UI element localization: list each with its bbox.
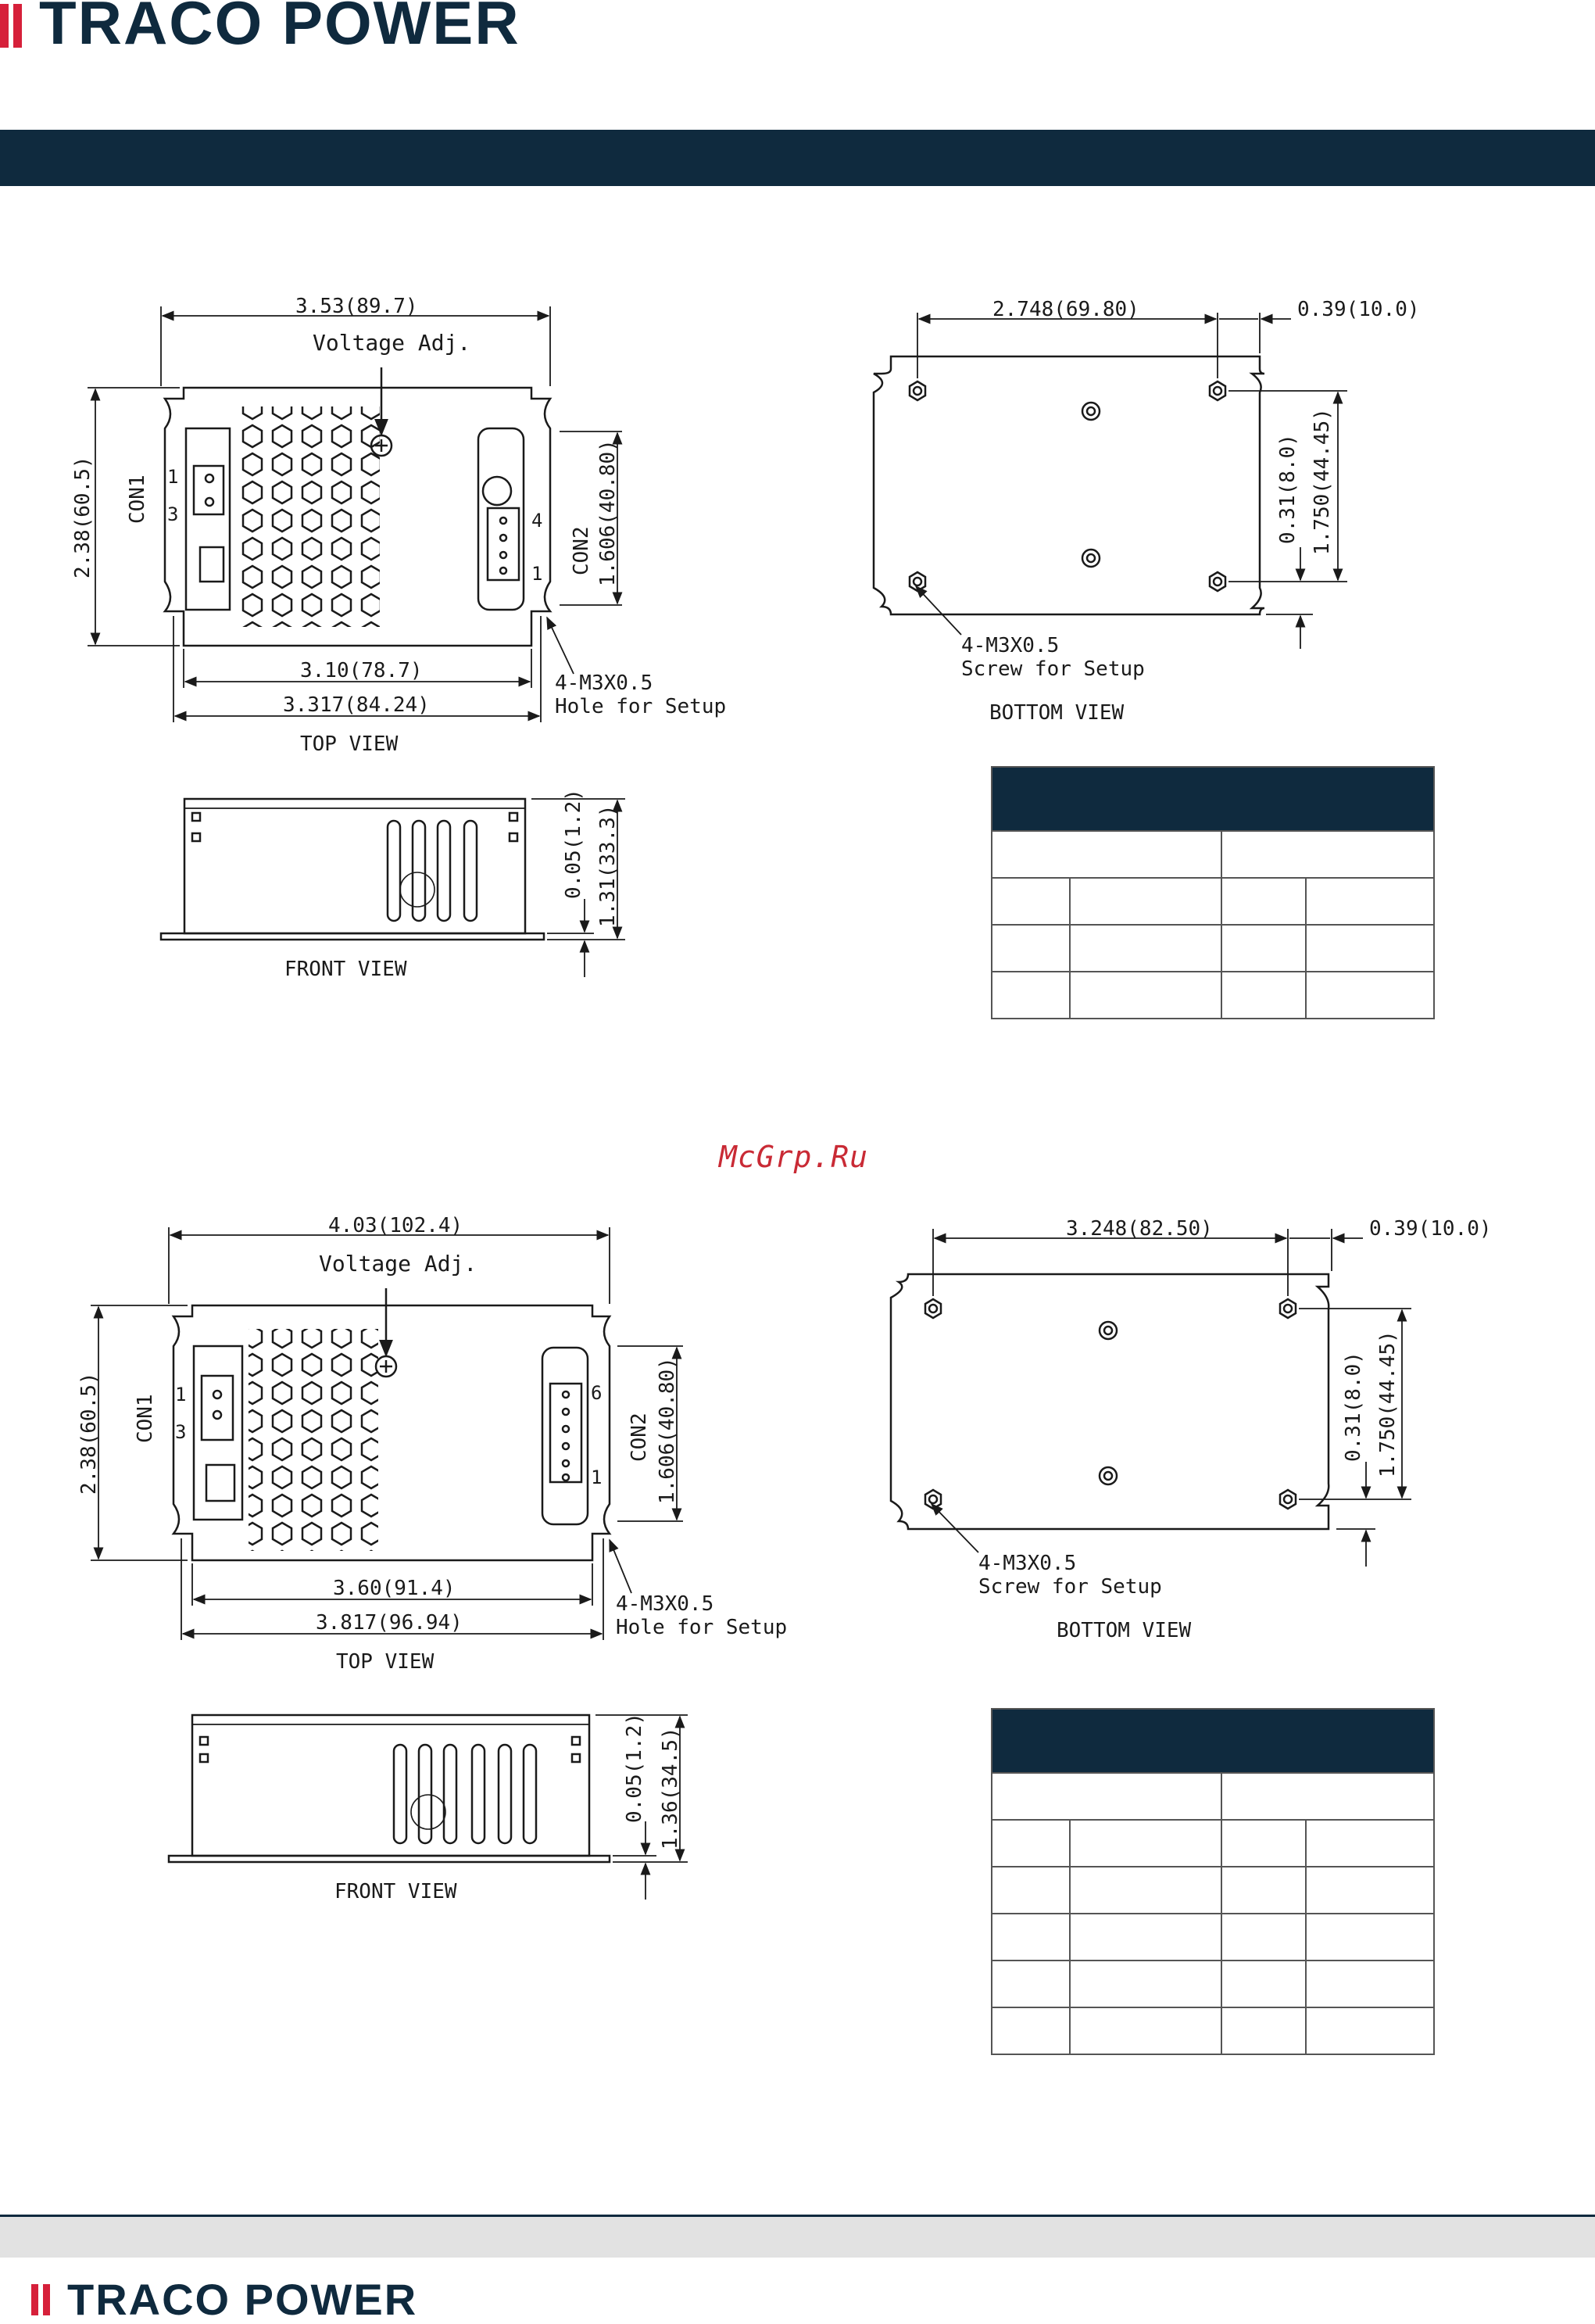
con2-label: CON2 — [628, 1413, 651, 1462]
dim-width-label: 3.53(89.7) — [295, 295, 418, 318]
hole-label: Hole for Setup — [555, 695, 727, 718]
con2-pin-label: 1 — [531, 563, 543, 585]
model-b-bottom-view — [891, 1217, 1492, 1642]
screw-label: Screw for Setup — [961, 657, 1145, 681]
con1-terminal-icon — [202, 1376, 233, 1440]
con1-label: CON1 — [126, 474, 149, 524]
dim-width-label: 4.03(102.4) — [328, 1214, 463, 1237]
hole-width-label: 3.317(84.24) — [283, 693, 430, 717]
con1-pin-label: 3 — [175, 1421, 187, 1443]
mount-hole-icon — [910, 381, 925, 400]
con1-label: CON1 — [134, 1394, 157, 1443]
hole-width-label: 3.817(96.94) — [316, 1611, 463, 1635]
model-b-top-view — [77, 1214, 787, 1674]
dim-width-label: 3.248(82.50) — [1066, 1217, 1213, 1241]
mount-hole-icon — [1280, 1490, 1296, 1509]
model-b-front-view — [169, 1713, 688, 1903]
inner-width-label: 3.10(78.7) — [300, 659, 423, 682]
mount-hole-icon — [1210, 381, 1225, 400]
con2-pin-label: 1 — [591, 1466, 603, 1488]
dim-height-label: 1.750(44.45) — [1311, 408, 1334, 555]
hole-label: Hole for Setup — [616, 1616, 788, 1639]
con2-pin-label: 6 — [591, 1382, 603, 1404]
con2-dim-label: 1.606(40.80) — [596, 439, 620, 586]
dim-height-label: 2.38(60.5) — [77, 1372, 101, 1495]
screw-label: 4-M3X0.5 — [978, 1552, 1077, 1575]
view-caption: BOTTOM VIEW — [1057, 1619, 1192, 1642]
view-caption: FRONT VIEW — [334, 1880, 457, 1903]
hole-label: 4-M3X0.5 — [616, 1592, 714, 1616]
con2-terminal-icon — [488, 508, 519, 580]
dim-offset-label: 0.39(10.0) — [1297, 298, 1420, 321]
mount-hole-icon — [1280, 1299, 1296, 1318]
inner-width-label: 3.60(91.4) — [333, 1577, 456, 1600]
model-a-bottom-view — [874, 298, 1420, 725]
view-caption: TOP VIEW — [300, 732, 399, 756]
view-caption: BOTTOM VIEW — [989, 701, 1125, 725]
hole-label: 4-M3X0.5 — [555, 671, 653, 695]
con1-pin-label: 3 — [167, 503, 179, 525]
screw-label: 4-M3X0.5 — [961, 634, 1060, 657]
ventilation-holes — [249, 1329, 378, 1551]
con2-pin-label: 4 — [531, 510, 543, 532]
dim-height-label: 1.36(34.5) — [659, 1727, 682, 1850]
view-caption: FRONT VIEW — [284, 958, 407, 981]
screw-label: Screw for Setup — [978, 1575, 1162, 1599]
logo-wordmark: TRACO POWER — [39, 0, 520, 57]
con2-dim-label: 1.606(40.80) — [656, 1357, 679, 1504]
model-a-front-view — [161, 789, 625, 981]
view-caption: TOP VIEW — [336, 1650, 435, 1674]
con2-label: CON2 — [570, 526, 593, 575]
voltage-pot-icon — [483, 477, 511, 505]
model-a-top-view — [71, 295, 726, 756]
ventilation-holes — [239, 406, 380, 627]
dim-height-label: 2.38(60.5) — [71, 456, 95, 578]
voltage-adj-label: Voltage Adj. — [313, 330, 471, 356]
mount-hole-icon — [925, 1299, 941, 1318]
dim-width-label: 2.748(69.80) — [992, 298, 1139, 321]
con1-pin-label: 1 — [167, 466, 179, 488]
con1-pin-label: 1 — [175, 1384, 187, 1406]
watermark-text: McGrp.Ru — [719, 1140, 869, 1174]
dim-height-label: 1.31(33.3) — [596, 804, 620, 927]
logo-wordmark: TRACO POWER — [67, 2275, 418, 2324]
dim-offset-label: 0.39(10.0) — [1369, 1217, 1492, 1241]
con1-terminal-icon — [194, 466, 224, 514]
mount-hole-icon — [1210, 572, 1225, 591]
dim-height-label: 1.750(44.45) — [1376, 1330, 1400, 1477]
dim-small-label: 0.31(8.0) — [1276, 434, 1300, 544]
dim-small-label: 0.31(8.0) — [1342, 1352, 1365, 1462]
dim-flange-label: 0.05(1.2) — [623, 1713, 646, 1823]
dim-flange-label: 0.05(1.2) — [562, 789, 585, 899]
voltage-adj-label: Voltage Adj. — [319, 1251, 477, 1277]
